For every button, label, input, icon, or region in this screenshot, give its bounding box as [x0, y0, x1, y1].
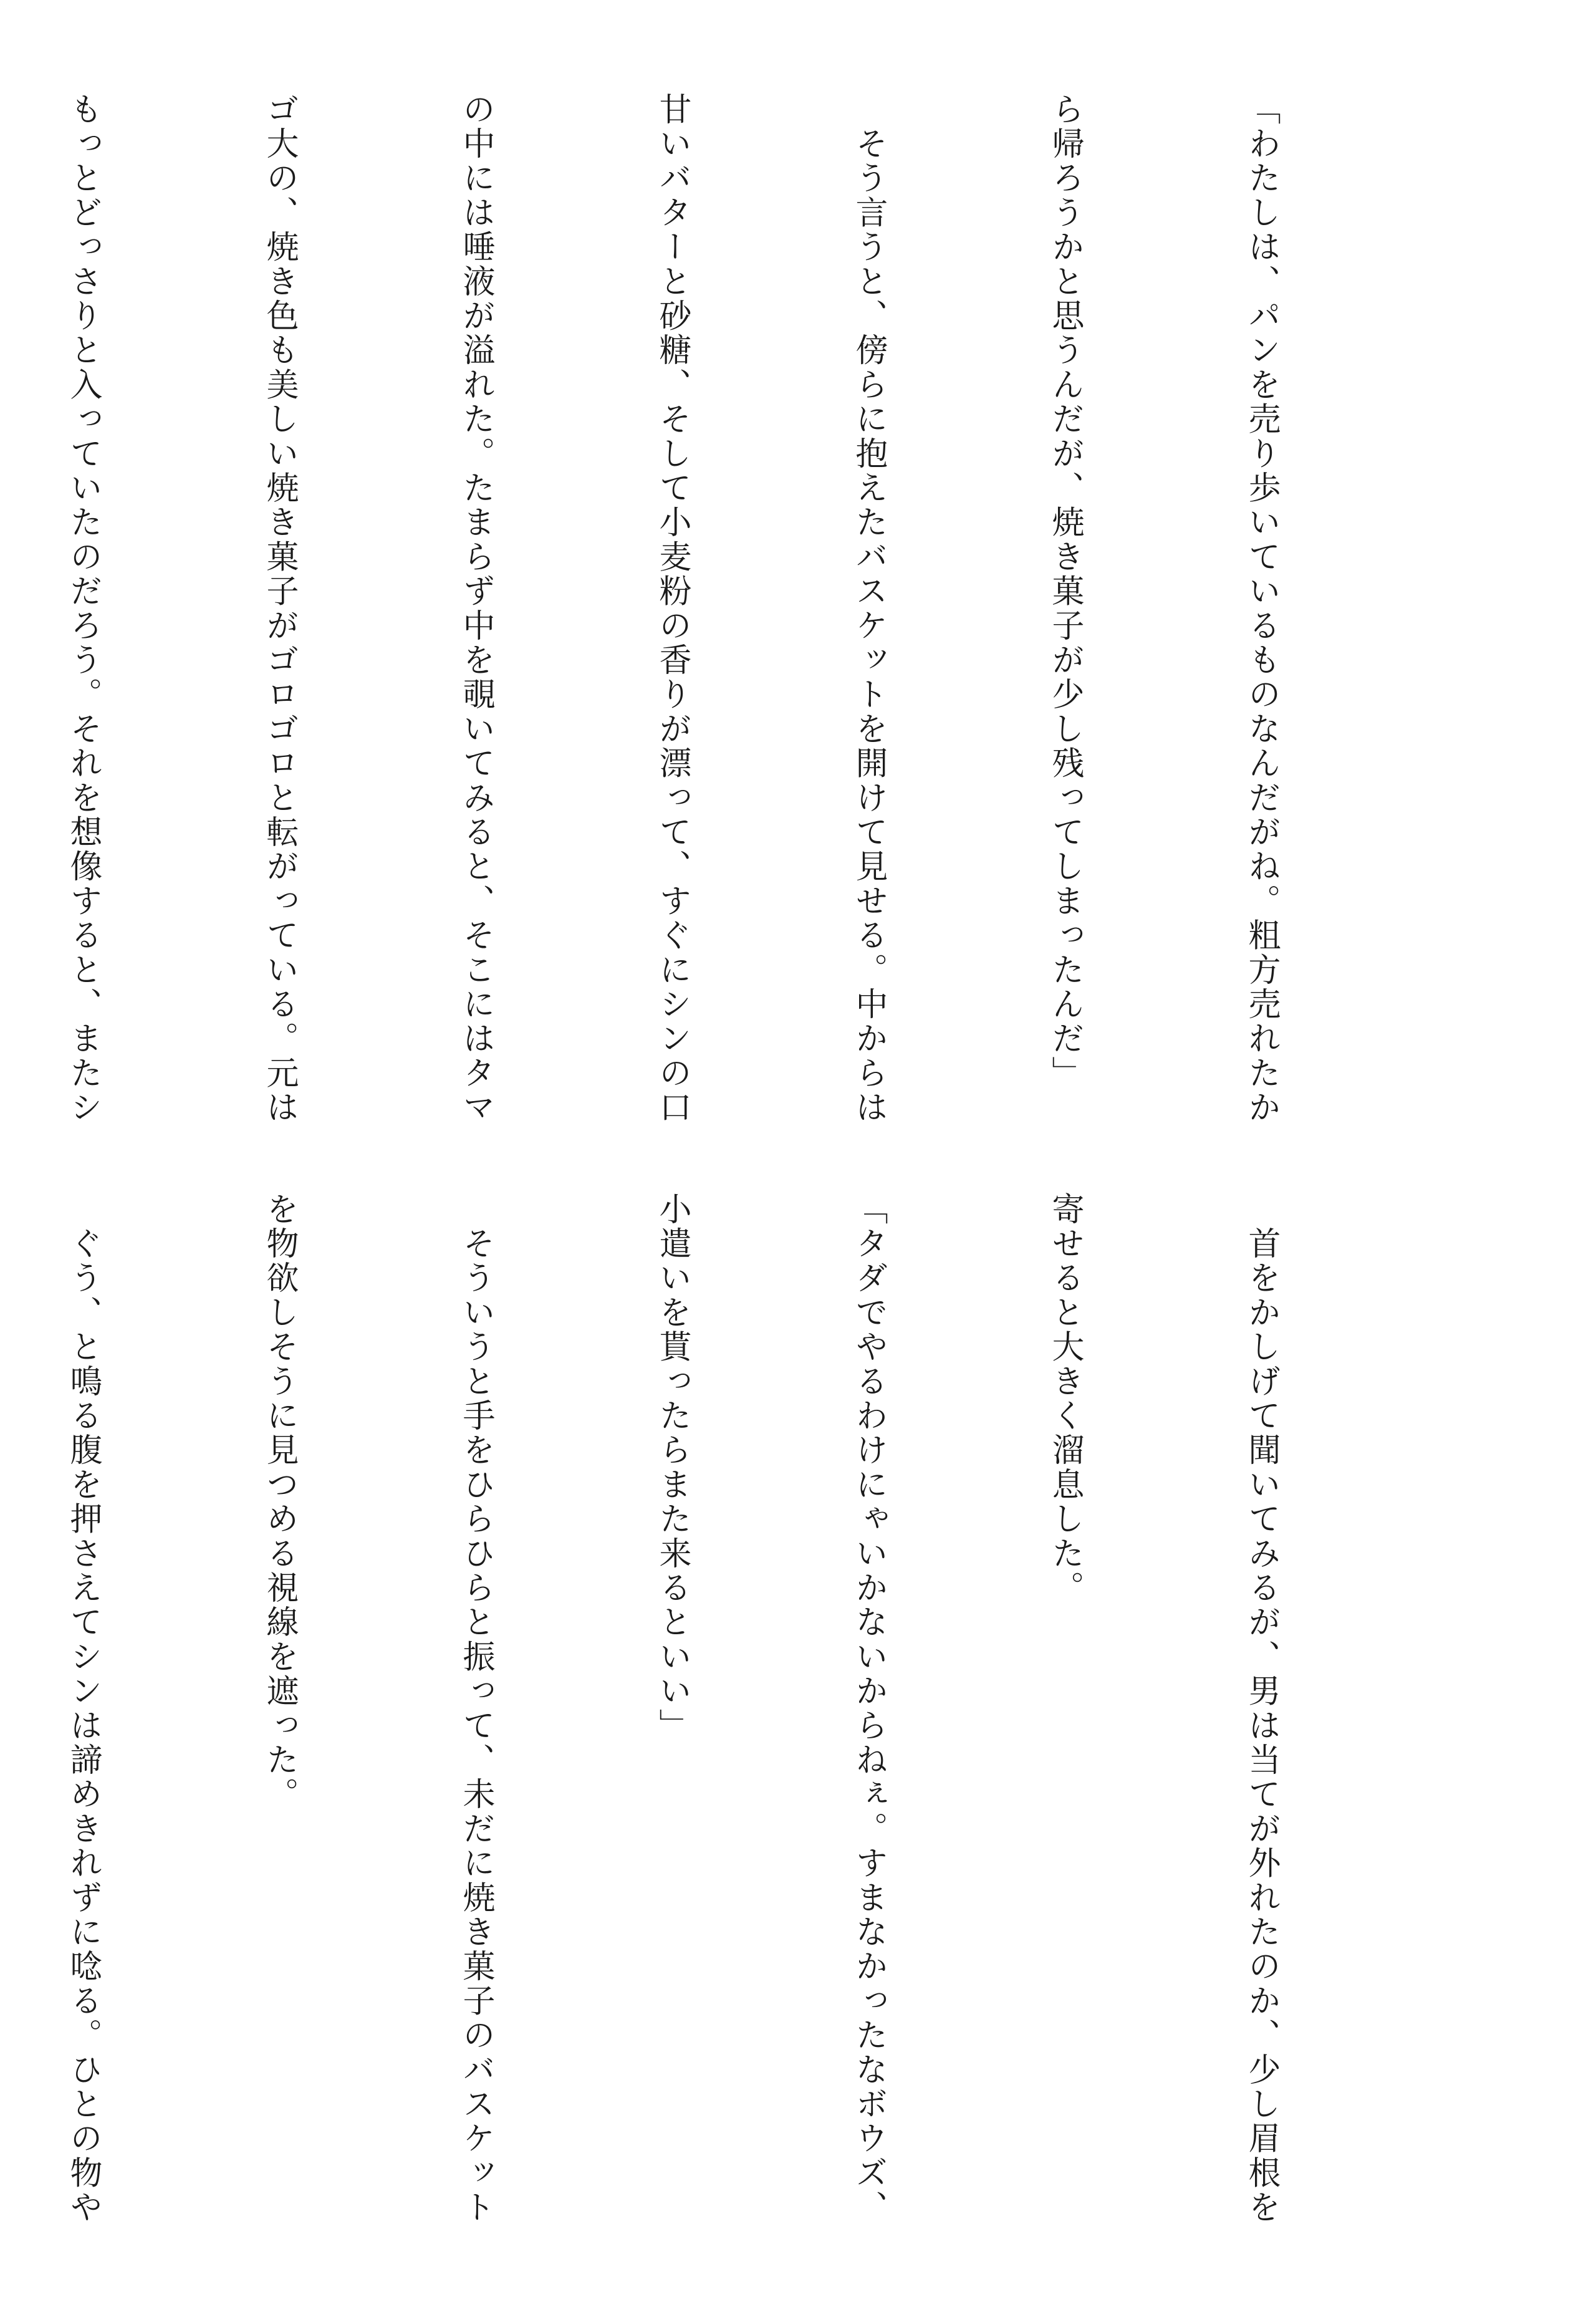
- text-line: ゴ大の、焼き色も美しい焼き菓子がゴロゴロと転がっている。元は: [261, 92, 298, 1125]
- text-line: 「わたしは、パンを売り歩いているものなんだがね。粗方売れたか: [1243, 92, 1280, 1125]
- text-line: 寄せると大きく溜息した。: [1046, 1192, 1084, 1606]
- text-line: 「タダでやるわけにゃいかないからねぇ。すまなかったなボウズ、: [850, 1192, 887, 2225]
- text-line: ら帰ろうかと思うんだが、焼き菓子が少し残ってしまったんだ」: [1046, 92, 1084, 1091]
- text-line: ぐう、と鳴る腹を押さえてシンは諦めきれずに唸る。ひとの物や: [64, 1192, 102, 2225]
- text-line: 小遣いを貰ったらまた来るといい」: [653, 1192, 691, 1743]
- text-line: 甘いバターと砂糖、そして小麦粉の香りが漂って、すぐにシンの口: [653, 92, 691, 1125]
- text-line: そう言うと、傍らに抱えたバスケットを開けて見せる。中からは: [850, 92, 887, 1125]
- text-line: もっとどっさりと入っていたのだろう。それを想像すると、またシ: [64, 92, 102, 1125]
- upper-text-block: [64, 92, 1425, 1125]
- text-line: そういうと手をひらひらと振って、未だに焼き菓子のバスケット: [457, 1192, 494, 2225]
- text-line: 首をかしげて聞いてみるが、男は当てが外れたのか、少し眉根を: [1243, 1192, 1280, 2225]
- text-line: の中には唾液が溢れた。たまらず中を覗いてみると、そこにはタマ: [457, 92, 494, 1125]
- text-line: を物欲しそうに見つめる視線を遮った。: [261, 1192, 298, 1812]
- lower-text-block: [64, 1192, 1425, 2225]
